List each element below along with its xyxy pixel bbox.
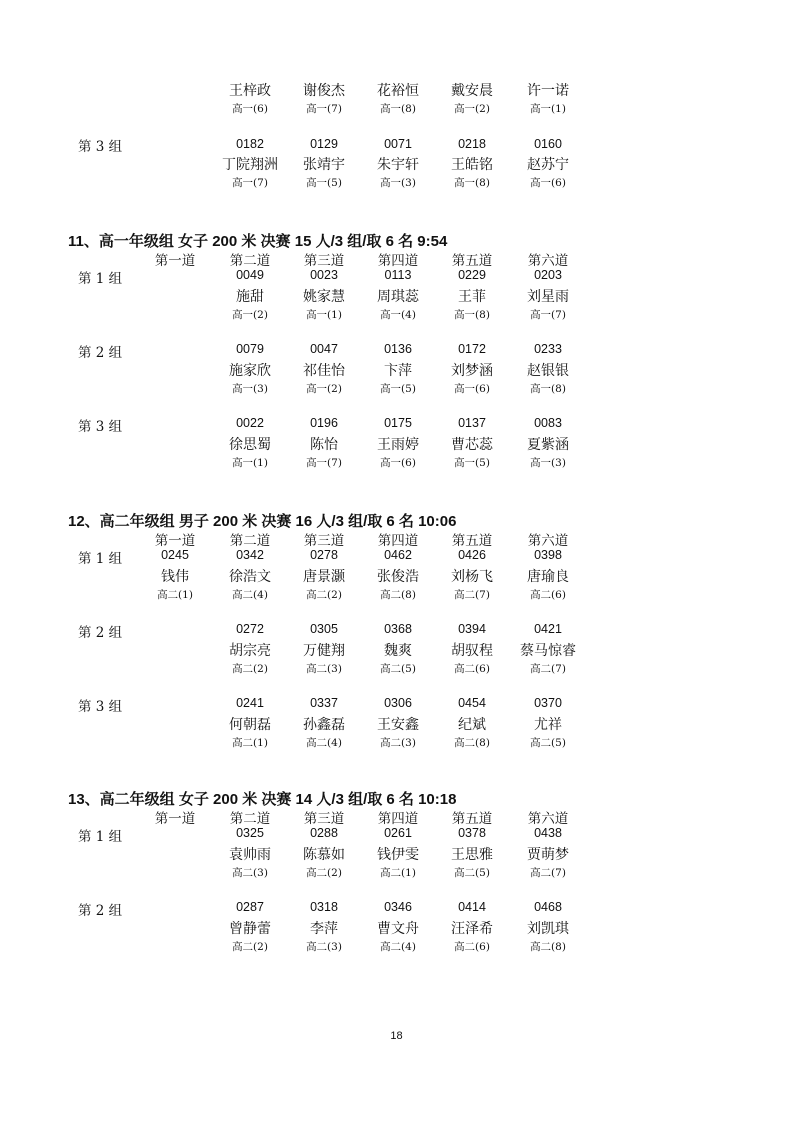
- athlete-name: 卞萍: [384, 363, 412, 379]
- athlete-name: 谢俊杰: [303, 83, 345, 99]
- athlete-class: 高二(6): [530, 589, 566, 601]
- athlete-id: 0454: [458, 696, 486, 710]
- athlete-id: 0272: [236, 622, 264, 636]
- athlete-id: 0398: [534, 548, 562, 562]
- athlete-class: 高二(8): [530, 941, 566, 953]
- athlete-name: 刘梦涵: [451, 363, 493, 379]
- athlete-name: 祁佳怡: [303, 363, 345, 379]
- athlete-id: 0233: [534, 342, 562, 356]
- athlete-class: 高一(7): [306, 103, 342, 115]
- athlete-name: 曾静蕾: [229, 921, 271, 937]
- athlete-id: 0241: [236, 696, 264, 710]
- athlete-class: 高一(3): [380, 177, 416, 189]
- athlete-class: 高二(8): [380, 589, 416, 601]
- athlete-name: 王雨婷: [377, 437, 419, 453]
- athlete-class: 高二(5): [380, 663, 416, 675]
- athlete-class: 高一(1): [530, 103, 566, 115]
- athlete-class: 高二(2): [306, 589, 342, 601]
- athlete-id: 0318: [310, 900, 338, 914]
- lane-header: 第二道: [229, 533, 271, 549]
- athlete-id: 0468: [534, 900, 562, 914]
- athlete-name: 孙鑫磊: [303, 717, 345, 733]
- athlete-id: 0129: [310, 137, 338, 151]
- athlete-class: 高二(6): [454, 941, 490, 953]
- athlete-name: 曹芯蕊: [451, 437, 493, 453]
- athlete-id: 0426: [458, 548, 486, 562]
- athlete-name: 刘杨飞: [451, 569, 493, 585]
- athlete-name: 王皓铭: [451, 157, 493, 173]
- athlete-name: 刘星雨: [527, 289, 569, 305]
- athlete-id: 0261: [384, 826, 412, 840]
- group-label: 第 1 组: [78, 271, 123, 287]
- athlete-name: 花裕恒: [377, 83, 419, 99]
- athlete-name: 赵苏宁: [527, 157, 569, 173]
- lane-header: 第一道: [154, 811, 196, 827]
- athlete-class: 高二(5): [454, 867, 490, 879]
- athlete-id: 0136: [384, 342, 412, 356]
- athlete-name: 姚家慧: [303, 289, 345, 305]
- athlete-id: 0305: [310, 622, 338, 636]
- athlete-id: 0049: [236, 268, 264, 282]
- athlete-class: 高二(3): [306, 941, 342, 953]
- athlete-id: 0071: [384, 137, 412, 151]
- athlete-name: 许一诺: [527, 83, 569, 99]
- athlete-class: 高二(1): [157, 589, 193, 601]
- athlete-id: 0346: [384, 900, 412, 914]
- group-label: 第 1 组: [78, 829, 123, 845]
- athlete-id: 0182: [236, 137, 264, 151]
- athlete-class: 高一(8): [454, 177, 490, 189]
- athlete-id: 0337: [310, 696, 338, 710]
- athlete-id: 0342: [236, 548, 264, 562]
- athlete-class: 高一(6): [530, 177, 566, 189]
- athlete-class: 高一(2): [232, 309, 268, 321]
- athlete-name: 张俊浩: [377, 569, 419, 585]
- athlete-name: 胡驭程: [451, 643, 493, 659]
- athlete-name: 魏爽: [384, 643, 412, 659]
- athlete-class: 高一(2): [454, 103, 490, 115]
- athlete-name: 戴安晨: [451, 83, 493, 99]
- athlete-id: 0047: [310, 342, 338, 356]
- athlete-class: 高一(8): [380, 103, 416, 115]
- athlete-id: 0325: [236, 826, 264, 840]
- athlete-id: 0113: [384, 268, 412, 282]
- athlete-id: 0218: [458, 137, 486, 151]
- athlete-class: 高二(7): [454, 589, 490, 601]
- athlete-name: 赵银银: [527, 363, 569, 379]
- athlete-name: 纪斌: [458, 717, 486, 733]
- athlete-id: 0414: [458, 900, 486, 914]
- athlete-id: 0083: [534, 416, 562, 430]
- lane-header: 第四道: [377, 533, 419, 549]
- athlete-name: 施家欣: [229, 363, 271, 379]
- athlete-id: 0288: [310, 826, 338, 840]
- athlete-class: 高一(3): [232, 383, 268, 395]
- athlete-class: 高二(3): [306, 663, 342, 675]
- athlete-name: 李萍: [310, 921, 338, 937]
- athlete-name: 钱伟: [161, 569, 189, 585]
- athlete-name: 陈怡: [310, 437, 338, 453]
- event-title: 13、高二年级组 女子 200 米 决赛 14 人/3 组/取 6 名 10:18: [68, 791, 457, 808]
- event-title: 11、高一年级组 女子 200 米 决赛 15 人/3 组/取 6 名 9:54: [68, 233, 448, 250]
- athlete-id: 0022: [236, 416, 264, 430]
- athlete-id: 0394: [458, 622, 486, 636]
- athlete-id: 0137: [458, 416, 486, 430]
- athlete-name: 曹文舟: [377, 921, 419, 937]
- lane-header: 第六道: [527, 533, 569, 549]
- athlete-name: 唐景灏: [303, 569, 345, 585]
- athlete-id: 0378: [458, 826, 486, 840]
- athlete-name: 尤祥: [534, 717, 562, 733]
- athlete-class: 高二(2): [306, 867, 342, 879]
- group-label: 第 2 组: [78, 625, 123, 641]
- athlete-class: 高二(4): [232, 589, 268, 601]
- athlete-name: 朱宇轩: [377, 157, 419, 173]
- lane-header: 第二道: [229, 811, 271, 827]
- athlete-id: 0245: [161, 548, 189, 562]
- athlete-class: 高一(1): [306, 309, 342, 321]
- athlete-class: 高一(7): [530, 309, 566, 321]
- lane-header: 第六道: [527, 811, 569, 827]
- lane-header: 第一道: [154, 253, 196, 269]
- athlete-id: 0462: [384, 548, 412, 562]
- lane-header: 第六道: [527, 253, 569, 269]
- athlete-name: 王梓政: [229, 83, 271, 99]
- athlete-id: 0368: [384, 622, 412, 636]
- athlete-class: 高一(7): [232, 177, 268, 189]
- athlete-class: 高一(5): [380, 383, 416, 395]
- athlete-class: 高二(1): [380, 867, 416, 879]
- group-label: 第 1 组: [78, 551, 123, 567]
- athlete-class: 高二(6): [454, 663, 490, 675]
- group-label: 第 3 组: [78, 419, 123, 435]
- athlete-class: 高一(7): [306, 457, 342, 469]
- athlete-class: 高一(6): [454, 383, 490, 395]
- athlete-id: 0278: [310, 548, 338, 562]
- athlete-class: 高一(6): [232, 103, 268, 115]
- athlete-id: 0196: [310, 416, 338, 430]
- lane-header: 第一道: [154, 533, 196, 549]
- athlete-name: 陈慕如: [303, 847, 345, 863]
- athlete-id: 0203: [534, 268, 562, 282]
- athlete-class: 高二(7): [530, 867, 566, 879]
- athlete-id: 0023: [310, 268, 338, 282]
- athlete-name: 王安鑫: [377, 717, 419, 733]
- athlete-id: 0229: [458, 268, 486, 282]
- lane-header: 第三道: [303, 253, 345, 269]
- athlete-class: 高二(4): [306, 737, 342, 749]
- athlete-name: 张靖宇: [303, 157, 345, 173]
- athlete-name: 施甜: [236, 289, 264, 305]
- group-label: 第 2 组: [78, 345, 123, 361]
- athlete-class: 高一(4): [380, 309, 416, 321]
- athlete-name: 万健翔: [303, 643, 345, 659]
- athlete-class: 高二(2): [232, 941, 268, 953]
- athlete-name: 王菲: [458, 289, 486, 305]
- athlete-class: 高一(5): [454, 457, 490, 469]
- event-title: 12、高二年级组 男子 200 米 决赛 16 人/3 组/取 6 名 10:06: [68, 513, 457, 530]
- athlete-class: 高一(3): [530, 457, 566, 469]
- athlete-name: 徐浩文: [229, 569, 271, 585]
- athlete-id: 0175: [384, 416, 412, 430]
- lane-header: 第二道: [229, 253, 271, 269]
- athlete-name: 刘凯琪: [527, 921, 569, 937]
- group-label: 第 2 组: [78, 903, 123, 919]
- lane-header: 第五道: [451, 533, 493, 549]
- athlete-name: 周琪蕊: [377, 289, 419, 305]
- athlete-name: 胡宗亮: [229, 643, 271, 659]
- athlete-class: 高一(6): [380, 457, 416, 469]
- athlete-class: 高一(5): [306, 177, 342, 189]
- athlete-name: 夏紫涵: [527, 437, 569, 453]
- athlete-class: 高一(2): [306, 383, 342, 395]
- lane-header: 第四道: [377, 253, 419, 269]
- athlete-name: 袁帅雨: [229, 847, 271, 863]
- athlete-name: 钱伊雯: [377, 847, 419, 863]
- lane-header: 第三道: [303, 533, 345, 549]
- athlete-id: 0306: [384, 696, 412, 710]
- athlete-name: 王思雅: [451, 847, 493, 863]
- group-label: 第 3 组: [78, 699, 123, 715]
- athlete-id: 0438: [534, 826, 562, 840]
- athlete-id: 0287: [236, 900, 264, 914]
- athlete-name: 唐瑜良: [527, 569, 569, 585]
- group-label: 第 3 组: [78, 139, 123, 155]
- athlete-class: 高一(8): [530, 383, 566, 395]
- athlete-name: 何朝磊: [229, 717, 271, 733]
- athlete-name: 徐思蜀: [229, 437, 271, 453]
- athlete-class: 高二(8): [454, 737, 490, 749]
- athlete-id: 0160: [534, 137, 562, 151]
- athlete-class: 高二(1): [232, 737, 268, 749]
- athlete-class: 高二(3): [232, 867, 268, 879]
- athlete-id: 0079: [236, 342, 264, 356]
- athlete-id: 0421: [534, 622, 562, 636]
- page-number: 18: [390, 1030, 403, 1042]
- athlete-id: 0370: [534, 696, 562, 710]
- athlete-name: 汪泽希: [451, 921, 493, 937]
- lane-header: 第四道: [377, 811, 419, 827]
- lane-header: 第五道: [451, 253, 493, 269]
- athlete-class: 高二(7): [530, 663, 566, 675]
- lane-header: 第三道: [303, 811, 345, 827]
- athlete-name: 丁院翔洲: [222, 157, 278, 173]
- athlete-class: 高一(8): [454, 309, 490, 321]
- athlete-class: 高一(1): [232, 457, 268, 469]
- athlete-class: 高二(4): [380, 941, 416, 953]
- athlete-class: 高二(2): [232, 663, 268, 675]
- athlete-class: 高二(5): [530, 737, 566, 749]
- lane-header: 第五道: [451, 811, 493, 827]
- athlete-name: 蔡马惊睿: [520, 643, 576, 659]
- athlete-id: 0172: [458, 342, 486, 356]
- athlete-class: 高二(3): [380, 737, 416, 749]
- athlete-name: 贾萌梦: [527, 847, 569, 863]
